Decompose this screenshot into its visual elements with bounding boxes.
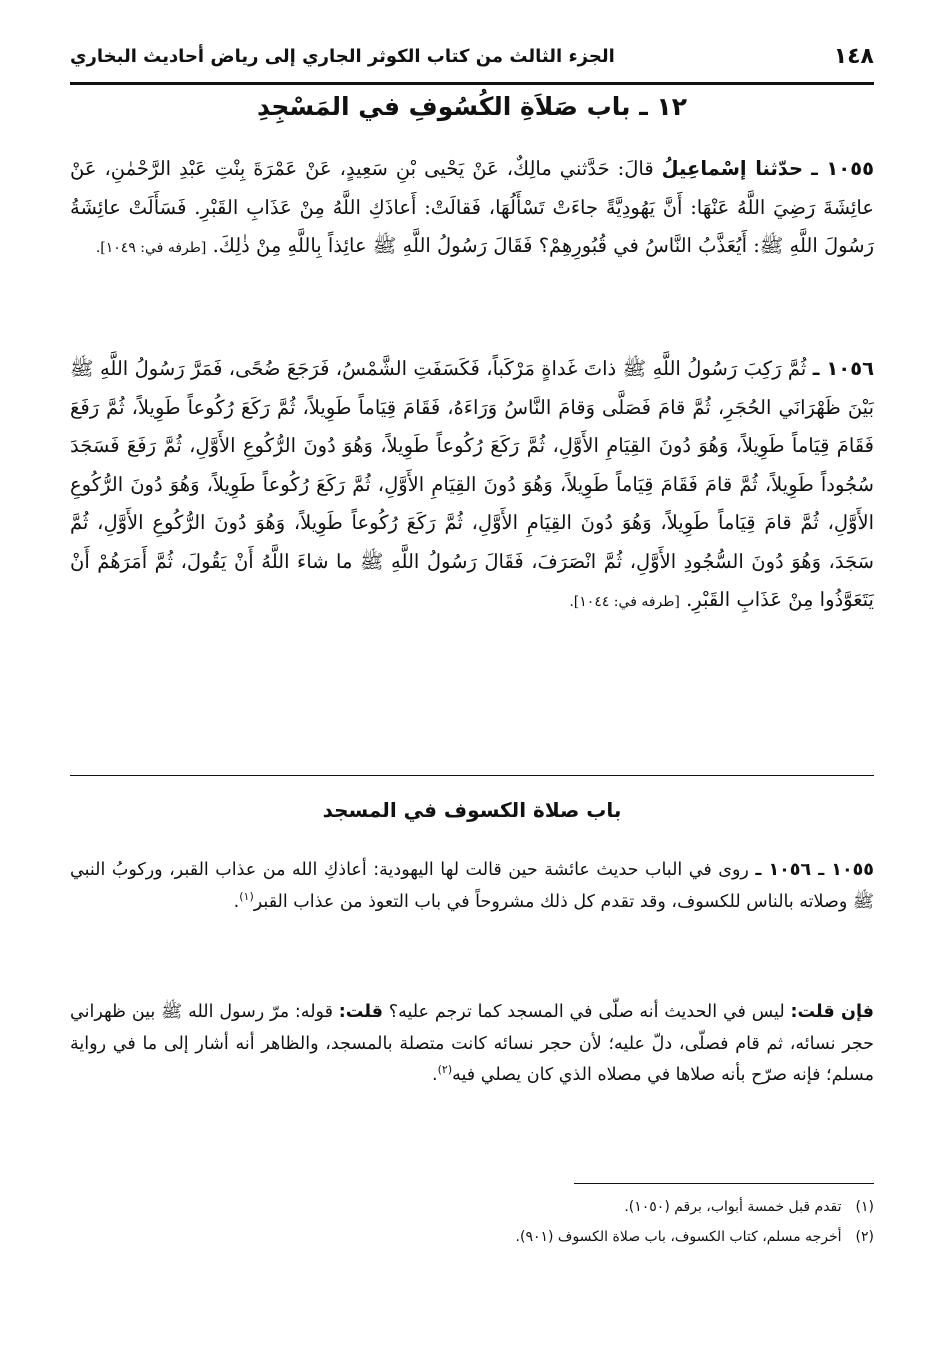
hadith-lead: حدّثنا إسْماعِيلُ [661, 157, 804, 180]
commentary-paragraph-1 [70, 855, 874, 918]
hadith-number: ١٠٥٥ ـ [811, 157, 875, 180]
commentary-title: باب صلاة الكسوف في المسجد [322, 798, 622, 822]
footnotes [70, 1192, 874, 1252]
running-header [70, 34, 874, 78]
footnote-rule [574, 1183, 874, 1184]
section-divider [70, 775, 874, 776]
period: . [432, 1065, 438, 1085]
footnote-number: (٢) [855, 1229, 874, 1245]
book-title: الجزء الثالث من كتاب الكوثر الجاري إلى رياض أحاديث البخاري [70, 45, 615, 67]
hadith-text: ثُمَّ رَكِبَ رَسُولُ اللَّهِ ﷺ ذاتَ غَداةٍ مَرْكَباً، فَكَسَفَتِ الشَّمْسُ، فَرَجَعَ ضُحًى، فَمَرَّ رَسُولُ اللَّهِ ﷺ بَيْنَ ظَهْرَانَي الحُجَرِ، ثُمَّ قامَ فَصَلَّى وَقامَ النَّاسُ وَرَاءَهُ، فَقَامَ قِيَاماً طَوِيلاً، ثُمَّ رَكَعَ رُكُوعاً طَوِيلاً، ثُمَّ رَفَعَ فَقَامَ قِيَاماً طَوِيلاً، وَهُوَ دُونَ القِيَامِ الأَوَّلِ، ثُمَّ رَكَعَ رُكُوعاً طَوِيلاً، وَهُوَ دُونَ الرُّكُوعِ الأَوَّلِ، ثُمَّ رَفَعَ فَسَجَدَ سُجُوداً طَوِيلاً، ثُمَّ قامَ فَقَامَ قِيَاماً طَوِيلاً، وَهُوَ دُونَ القِيَامِ الأَوَّلِ، ثُمَّ رَكَعَ رُكُوعاً طَوِيلاً، وَهُوَ دُونَ الرُّكُوعِ الأَوَّلِ، ثُمَّ قامَ قِيَاماً طَوِيلاً، وَهُوَ دُونَ القِيَامِ الأَوَّلِ، ثُمَّ رَكَعَ رُكُوعاً طَوِيلاً، وَهُوَ دُونَ الرُّكُوعِ الأَوَّلِ، ثُمَّ سَجَدَ، وَهُوَ دُونَ السُّجُودِ الأَوَّلِ، ثُمَّ انْصَرَفَ، فَقَالَ رَسُولُ اللَّهِ ﷺ ما شاءَ اللَّهُ أَنْ يَقُولَ، ثُمَّ أَمَرَهُمْ أَنْ يَتَعَوَّذُوا مِنْ عَذَابِ القَبْرِ. [70, 357, 874, 611]
footnote-number: (١) [855, 1199, 874, 1215]
header-rule [70, 82, 874, 85]
hadith-number: ١٠٥٦ ـ [812, 357, 874, 380]
commentary-paragraph-2 [70, 997, 874, 1092]
chapter-title: ١٢ ـ باب صَلاَةِ الكُسُوفِ في المَسْجِدِ [256, 92, 688, 121]
period: . [233, 891, 240, 912]
page-number: ١٤٨ [833, 43, 874, 69]
hadith-1055 [70, 150, 874, 268]
footnote-text: أخرجه مسلم، كتاب الكسوف، باب صلاة الكسوف (٩٠١). [515, 1229, 842, 1245]
commentary-number: ١٠٥٥ ـ ١٠٥٦ ـ [755, 860, 874, 880]
footnote-item [70, 1222, 874, 1252]
footnote-marker[interactable]: (٢) [437, 1063, 453, 1077]
answer-label: قلت: [338, 1002, 383, 1022]
hadith-reference: [طرفه في: ١٠٤٤]. [569, 594, 680, 610]
commentary-text: روى في الباب حديث عائشة حين قالت لها اليهودية: أعاذكِ الله من عذاب القبر، وركوبُ النبي ﷺ وصلاته بالناس للكسوف، وقد تقدم كل ذلك مشروحاً في باب التعوذ من عذاب القبر [70, 860, 874, 912]
hadith-reference: [طرفه في: ١٠٤٩]. [95, 240, 207, 256]
hadith-1056 [70, 350, 874, 622]
answer-text: قوله: مرّ رسول الله ﷺ بين ظهراني حجر نسائه، ثم قام فصلّى، دلّ عليه؛ لأن حجر نسائه كانت متصلة بالمسجد، والظاهر أنه أشار إلى ما في رواية مسلم؛ فإنه صرّح بأنه صلاها في مصلاه الذي كان يصلي فيه [70, 1002, 874, 1085]
question-text: ليس في الحديث أنه صلّى في المسجد كما ترجم عليه؟ [388, 1002, 785, 1022]
footnote-item [70, 1192, 874, 1222]
footnote-text: تقدم قبل خمسة أبواب، برقم (١٠٥٠). [624, 1199, 842, 1215]
question-label: فإن قلت: [790, 1002, 874, 1022]
hadith-text: قالَ: حَدَّثني مالِكٌ، عَنْ يَحْيى بْنِ سَعِيدٍ، عَنْ عَمْرَةَ بِنْتِ عَبْدِ الرَّحْمٰنِ، عَنْ عائِشَةَ رَضِيَ اللَّهُ عَنْهَا: أَنَّ يَهُودِيَّةً جاءَتْ تَسْأَلُهَا، فَقالَتْ: أَعاذَكِ اللَّهُ مِنْ عَذَابِ القَبْرِ. فَسَأَلَتْ عائِشَةُ رَسُولَ اللَّهِ ﷺ: أَيُعَذَّبُ النَّاسُ في قُبُورِهِمْ؟ فَقَالَ رَسُولُ اللَّهِ ﷺ عائِذاً بِاللَّهِ مِنْ ذٰلِكَ. [70, 157, 874, 257]
footnote-marker[interactable]: (١) [239, 889, 254, 903]
